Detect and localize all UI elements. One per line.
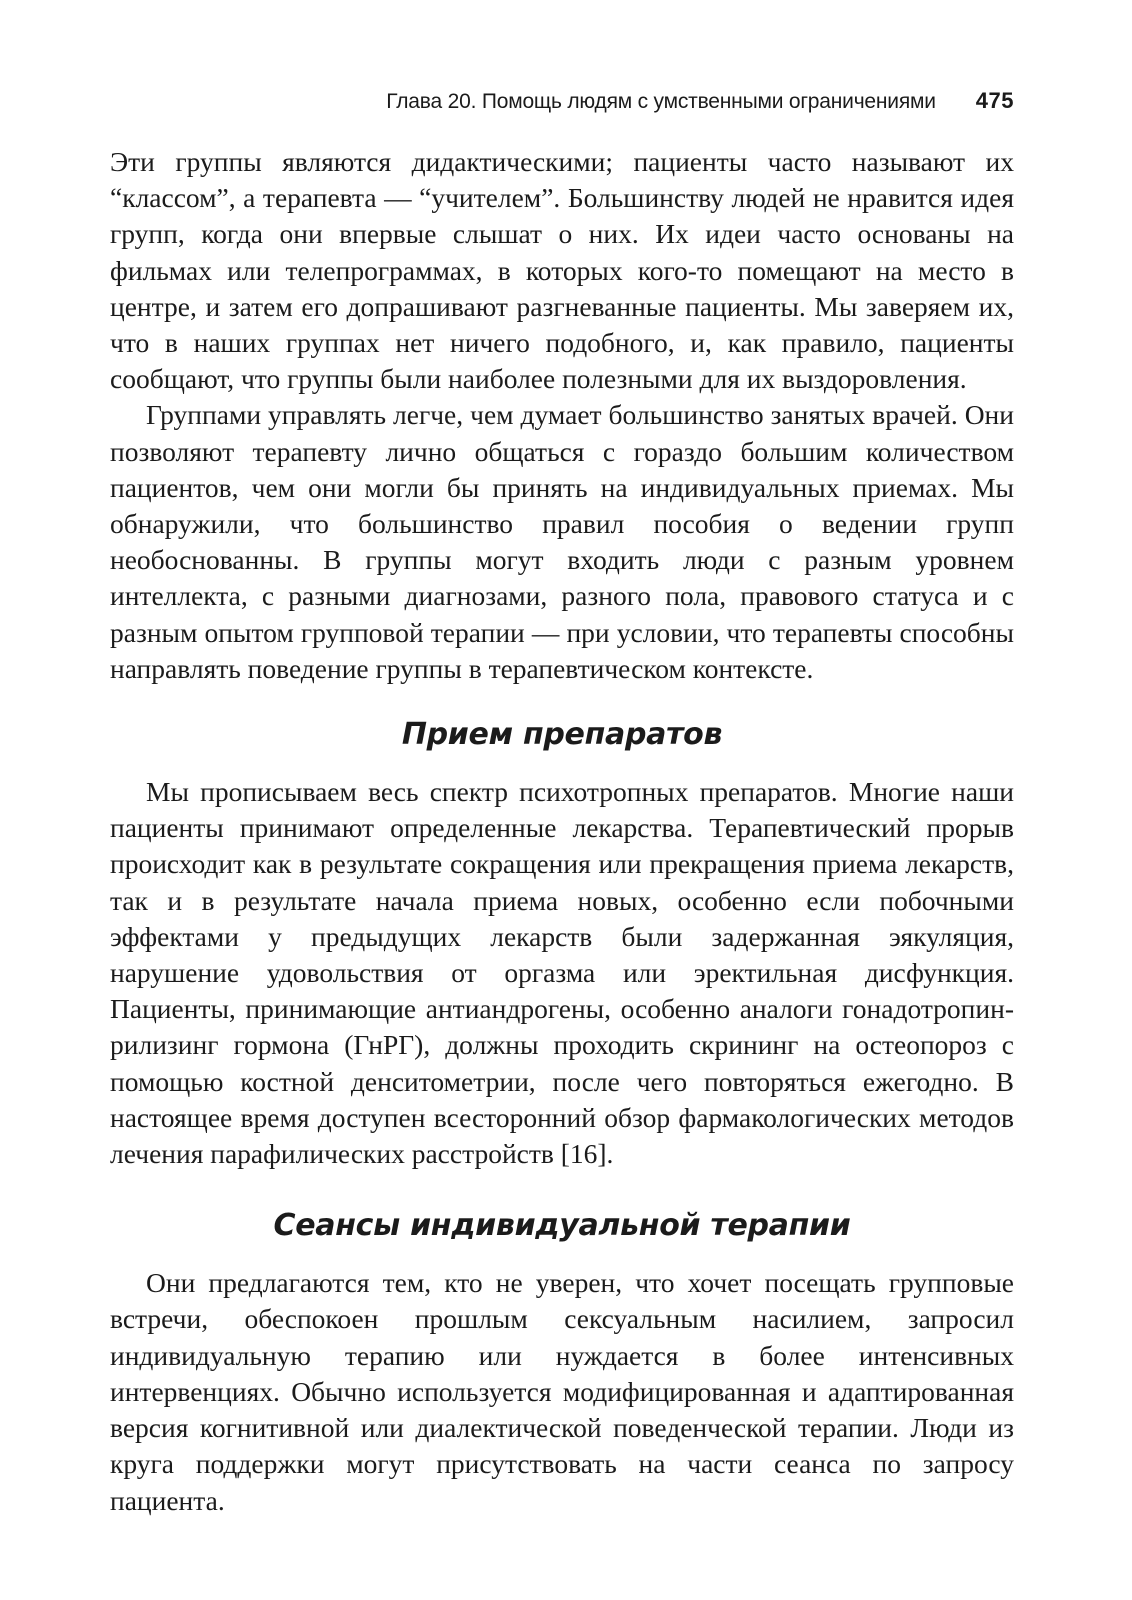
body-text bbox=[110, 144, 1014, 1519]
running-header bbox=[110, 88, 1014, 144]
paragraph-groups-didactic: Эти группы являются дидактическими; пациенты часто называют их “классом”, а терапевта — “учителем”. Большинству людей не нравится идея групп, когда они впервые слышат о них. Их идеи часто основаны на фильмах или телепрограммах, в которых кого-то помещают на место в центре, и затем его допрашивают разгневанные пациенты. Мы заверяем их, что в наших группах нет ничего подобного, и, как правило, пациенты сообщают, что группы были наиболее полезными для их выздоровления. bbox=[110, 146, 1014, 395]
section-heading-individual-therapy: Сеансы индивидуальной терапии bbox=[273, 1208, 851, 1244]
paragraph-groups-management: Группами управлять легче, чем думает большинство занятых врачей. Они позволяют терапевту лично общаться с гораздо большим количеством пациентов, чем они могли бы принять на индивидуальных приемах. Мы обнаружили, что большинство правил пособия о ведении групп необоснованны. В группы могут входить люди с разным уровнем интеллекта, с разными диагнозами, разного пола, правового статуса и с разным опытом групповой терапии — при условии, что терапевты способны направлять поведение группы в терапевтическом контексте. bbox=[110, 399, 1014, 684]
paragraph-medication: Мы прописываем весь спектр психотропных препаратов. Многие наши пациенты принимают определенные лекарства. Терапевтический прорыв происходит как в результате сокращения или прекращения приема лекарств, так и в результате начала приема новых, особенно если побочными эффектами у предыдущих лекарств были задержанная эякуляция, нарушение удовольствия от оргазма или эректильная дисфункция. Пациенты, принимающие антиандрогены, особенно аналоги гонадотропин-рилизинг гормона (ГнРГ), должны проходить скрининг на остеопороз с помощью костной денситометрии, после чего повторяться ежегодно. В настоящее время доступен всесторонний обзор фармакологических методов лечения парафилических расстройств [16]. bbox=[110, 776, 1014, 1170]
page-number: 475 bbox=[975, 88, 1014, 113]
section-heading-medication: Прием препаратов bbox=[401, 717, 723, 753]
book-page bbox=[110, 88, 1014, 1519]
paragraph-individual-therapy: Они предлагаются тем, кто не уверен, что хочет посещать групповые встречи, обеспокоен прошлым сексуальным насилием, запросил индивидуальную терапию или нуждается в более интенсивных интервенциях. Обычно используется модифицированная и адаптированная версия когнитивной или диалектической поведенческой терапии. Люди из круга поддержки могут присутствовать на части сеанса по запросу пациента. bbox=[110, 1267, 1014, 1516]
chapter-title: Глава 20. Помощь людям с умственными ограничениями bbox=[386, 90, 936, 113]
